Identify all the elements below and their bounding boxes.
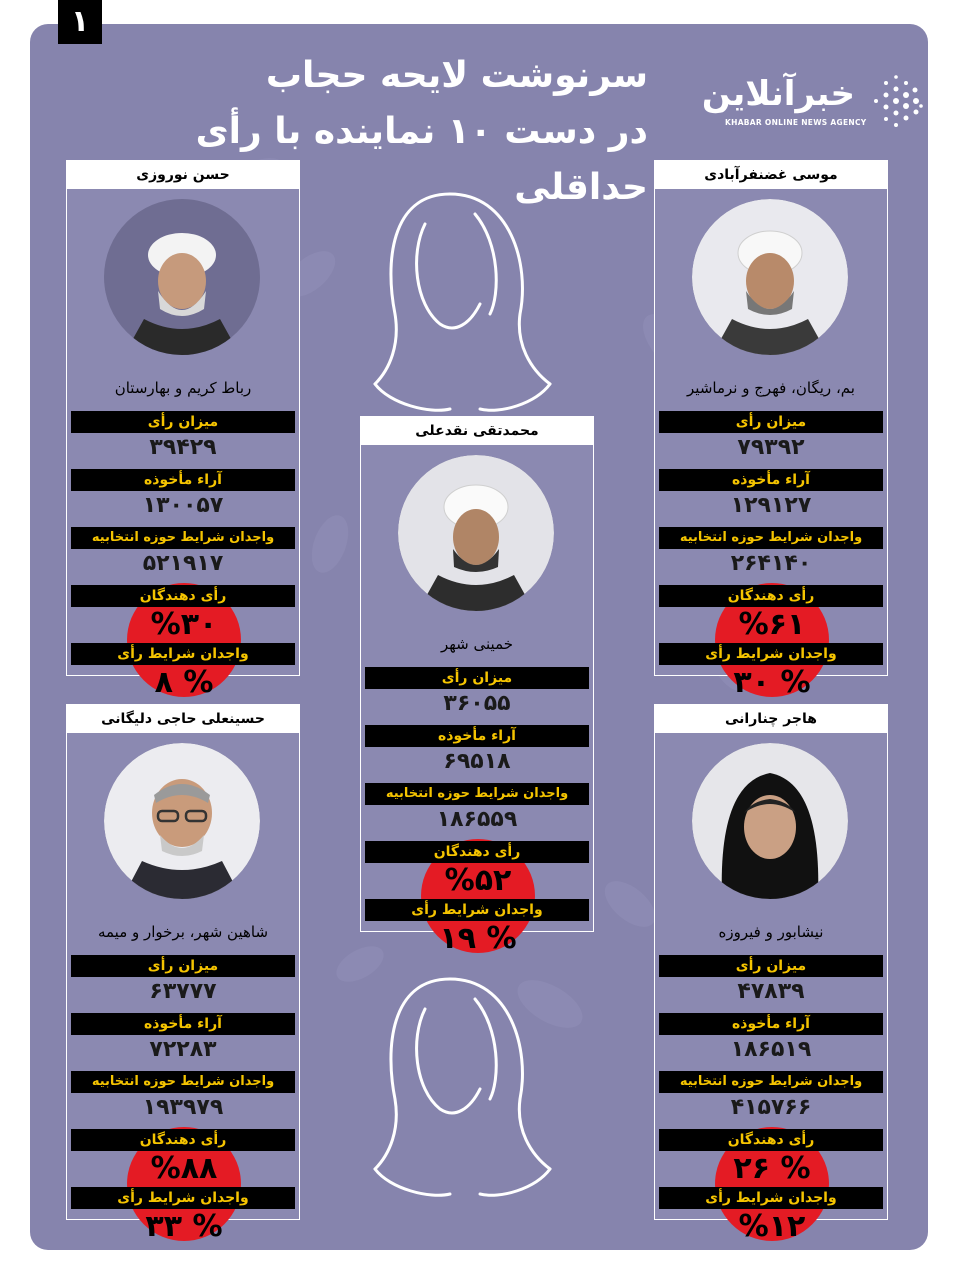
value-cast: ۱۸۶۵۱۹: [730, 1037, 812, 1062]
rep-card-hajideligani: [66, 704, 300, 1244]
percent-eligible: % ۳۰: [733, 665, 811, 700]
rep-name: موسی غضنفرآبادی: [655, 161, 887, 189]
percent-eligible: %۱۲: [738, 1209, 806, 1244]
rep-name: حسن نوروزی: [67, 161, 299, 189]
percent-voters: %۸۸: [150, 1151, 218, 1186]
rep-name: حسینعلی حاجی دلیگانی: [67, 705, 299, 733]
logo: [701, 62, 928, 162]
hijab-illustration-bottom: [375, 979, 550, 1195]
value-eligible: ۱۹۳۹۷۹: [142, 1095, 224, 1120]
label-eligible-voters: واجدان شرایط رأی: [365, 899, 589, 921]
label-eligible: واجدان شرایط حوزه انتخابیه: [71, 1071, 295, 1093]
percent-eligible: % ۳۳: [145, 1209, 223, 1244]
title-line-2: در دست ۱۰ نماینده با رأی حداقلی: [195, 111, 648, 208]
label-eligible: واجدان شرایط حوزه انتخابیه: [71, 527, 295, 549]
label-voters: رأی دهندگان: [71, 585, 295, 607]
label-votes: میزان رأی: [659, 411, 883, 433]
label-eligible-voters: واجدان شرایط رأی: [71, 643, 295, 665]
label-voters: رأی دهندگان: [71, 1129, 295, 1151]
rep-region: نیشابور و فیروزه: [718, 923, 824, 941]
rep-region: خمینی شهر: [440, 635, 514, 653]
rep-region: بم، ریگان، فهرج و نرماشیر: [687, 379, 855, 397]
value-eligible: ۲۶۴۱۴۰: [730, 551, 812, 576]
rep-card-ghazanfarabadi: [654, 160, 888, 700]
percent-voters: %۶۱: [738, 607, 806, 642]
value-votes: ۳۹۴۲۹: [149, 435, 217, 460]
percent-eligible: % ۸: [154, 665, 214, 700]
label-cast: آراء مأخوذه: [659, 469, 883, 491]
value-cast: ۶۹۵۱۸: [443, 749, 511, 774]
value-votes: ۴۷۸۳۹: [737, 979, 805, 1004]
infographic-panel: [30, 24, 928, 1250]
label-eligible: واجدان شرایط حوزه انتخابیه: [659, 527, 883, 549]
percent-eligible: % ۱۹: [439, 921, 517, 956]
rep-region: رباط کریم و بهارستان: [114, 379, 252, 397]
rep-card-naghdali: [360, 416, 594, 956]
label-cast: آراء مأخوذه: [365, 725, 589, 747]
rep-photo: [692, 199, 848, 355]
rep-name: محمدتقی نقدعلی: [361, 417, 593, 445]
logo-wordmark: خبرآنلاین: [701, 74, 855, 114]
value-votes: ۷۹۳۹۲: [737, 435, 805, 460]
rep-name: هاجر چنارانی: [655, 705, 887, 733]
value-eligible: ۴۱۵۷۶۶: [730, 1095, 812, 1120]
label-eligible: واجدان شرایط حوزه انتخابیه: [365, 783, 589, 805]
label-votes: میزان رأی: [659, 955, 883, 977]
percent-voters: % ۲۶: [733, 1151, 811, 1186]
label-votes: میزان رأی: [71, 955, 295, 977]
label-votes: میزان رأی: [365, 667, 589, 689]
rep-photo: [104, 743, 260, 899]
label-eligible-voters: واجدان شرایط رأی: [659, 643, 883, 665]
percent-voters: %۵۲: [444, 863, 512, 898]
page-number-badge: ۱: [58, 0, 102, 44]
value-votes: ۳۶۰۵۵: [443, 691, 511, 716]
label-eligible-voters: واجدان شرایط رأی: [659, 1187, 883, 1209]
label-votes: میزان رأی: [71, 411, 295, 433]
hijab-illustration-top: [375, 194, 550, 410]
percent-voters: %۳۰: [150, 607, 218, 642]
value-votes: ۶۳۷۷۷: [149, 979, 217, 1004]
title-line-1: سرنوشت لایحه حجاب: [265, 55, 648, 96]
rep-photo: [398, 455, 554, 611]
value-cast: ۱۲۹۱۲۷: [730, 493, 812, 518]
globe-icon: [865, 70, 927, 132]
label-voters: رأی دهندگان: [659, 585, 883, 607]
logo-tagline: KHABAR ONLINE NEWS AGENCY: [725, 118, 867, 127]
rep-card-chenarani: [654, 704, 888, 1244]
value-cast: ۱۳۰۰۵۷: [142, 493, 224, 518]
label-eligible-voters: واجدان شرایط رأی: [71, 1187, 295, 1209]
rep-photo: [692, 743, 848, 899]
rep-card-norouzi: [66, 160, 300, 700]
value-eligible: ۵۲۱۹۱۷: [142, 551, 224, 576]
label-eligible: واجدان شرایط حوزه انتخابیه: [659, 1071, 883, 1093]
value-eligible: ۱۸۶۵۵۹: [436, 807, 518, 832]
value-cast: ۷۲۲۸۳: [149, 1037, 217, 1062]
rep-region: شاهین شهر، برخوار و میمه: [97, 923, 269, 941]
label-cast: آراء مأخوذه: [71, 469, 295, 491]
label-voters: رأی دهندگان: [659, 1129, 883, 1151]
label-cast: آراء مأخوذه: [71, 1013, 295, 1035]
label-cast: آراء مأخوذه: [659, 1013, 883, 1035]
label-voters: رأی دهندگان: [365, 841, 589, 863]
rep-photo: [104, 199, 260, 355]
